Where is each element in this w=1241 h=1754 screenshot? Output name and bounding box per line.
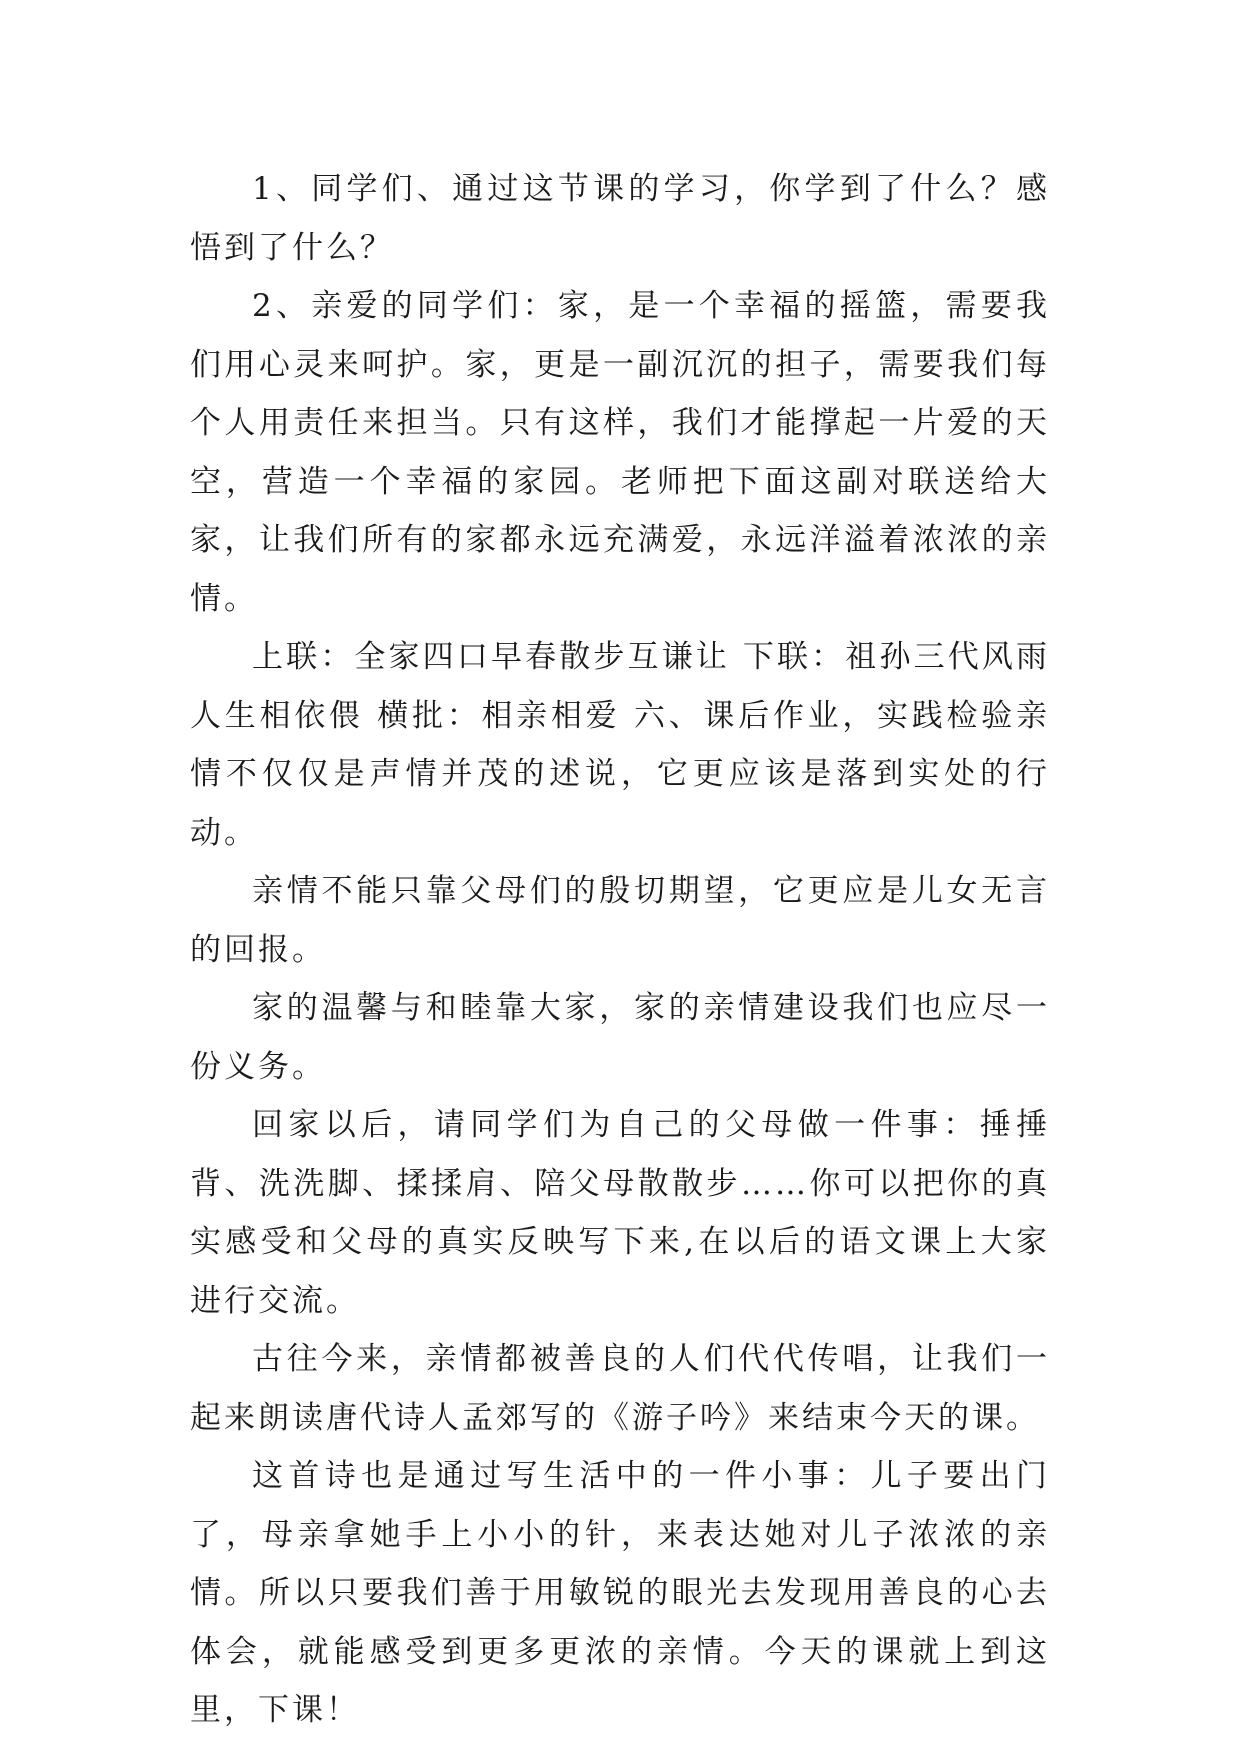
- paragraph-4: 亲情不能只靠父母们的殷切期望，它更应是儿女无言的回报。: [190, 873, 1050, 968]
- paragraph-1: 1、同学们、通过这节课的学习，你学到了什么？感悟到了什么？: [190, 171, 1050, 266]
- paragraph-7: 古往今来，亲情都被善良的人们代代传唱，让我们一起来朗读唐代诗人孟郊写的《游子吟》来结束今天的课。: [190, 1341, 1050, 1436]
- paragraph-5: 家的温馨与和睦靠大家，家的亲情建设我们也应尽一份义务。: [190, 990, 1050, 1085]
- paragraph-6: 回家以后，请同学们为自己的父母做一件事：捶捶背、洗洗脚、揉揉肩、陪父母散散步……你可以把你的真实感受和父母的真实反映写下来,在以后的语文课上大家进行交流。: [190, 1107, 1050, 1319]
- paragraph-2: 2、亲爱的同学们：家，是一个幸福的摇篮，需要我们用心灵来呵护。家，更是一副沉沉的担子，需要我们每个人用责任来担当。只有这样，我们才能撑起一片爱的天空，营造一个幸福的家园。老师把下面这副对联送给大家，让我们所有的家都永远充满爱，永远洋溢着浓浓的亲情。: [190, 288, 1050, 617]
- paragraph-3: 上联：全家四口早春散步互谦让 下联：祖孙三代风雨人生相依偎 横批：相亲相爱 六、课后作业，实践检验亲情不仅仅是声情并茂的述说，它更应该是落到实处的行动。: [190, 639, 1050, 851]
- document-body: [190, 160, 1050, 1740]
- paragraph-8: 这首诗也是通过写生活中的一件小事：儿子要出门了，母亲拿她手上小小的针，来表达她对儿子浓浓的亲情。所以只要我们善于用敏锐的眼光去发现用善良的心去体会，就能感受到更多更浓的亲情。今天的课就上到这里，下课！: [190, 1458, 1050, 1728]
